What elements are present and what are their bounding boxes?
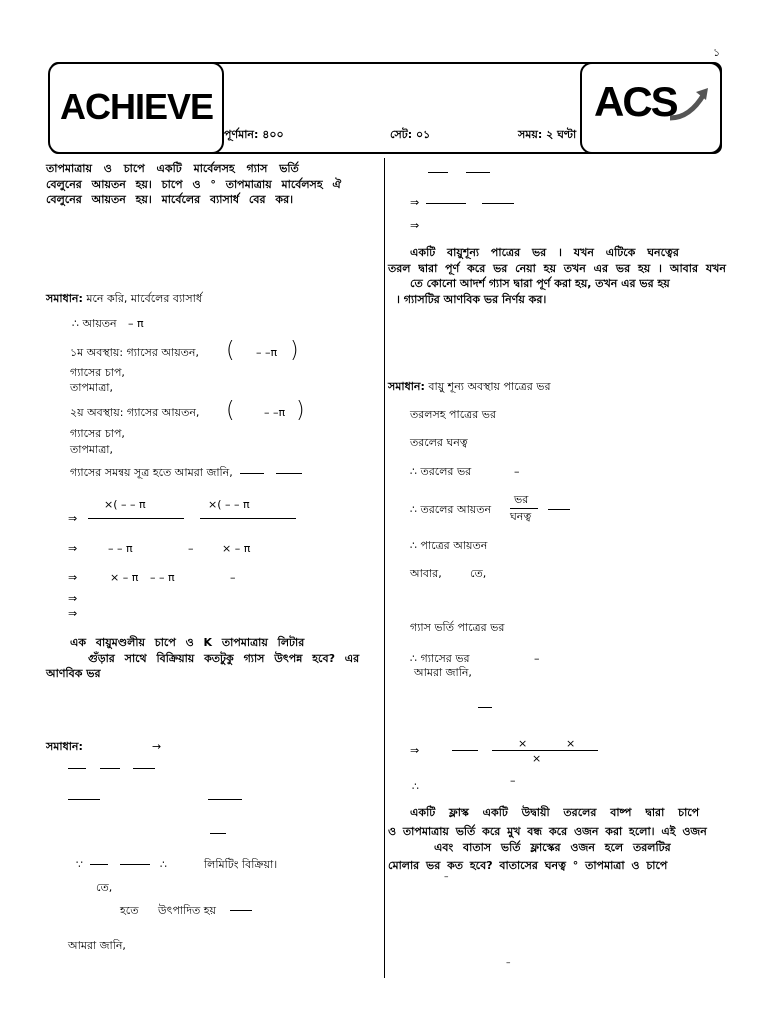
minus-sign: – xyxy=(444,872,449,882)
times-sign: × xyxy=(566,737,576,750)
implies-arrow: ⇒ xyxy=(410,219,420,232)
state-1-label: ১ম অবস্থায়: গ্যাসের আয়তন, xyxy=(70,346,199,359)
q3-line3: তে কোনো আদর্শ গ্যাস দ্বারা পূর্ণ করা হয়, তখন এর ভর হয় xyxy=(410,277,670,290)
volume-label: ∴ আয়তন xyxy=(72,317,117,330)
frac-bar xyxy=(492,750,598,751)
liquid-density: তরলের ঘনত্ব xyxy=(410,436,468,449)
gas-mass: ∴ গ্যাসের ভর xyxy=(410,652,470,665)
therefore-symbol: ∴ xyxy=(160,858,167,871)
produced-from-text: হতে xyxy=(120,904,139,917)
solution-3-label: সমাধান: xyxy=(388,380,425,393)
implies-arrow: ⇒ xyxy=(68,542,78,555)
q4-line2: ও তাপমাত্রায় ভর্তি করে মুখ বন্ধ করে ওজন করা হলো। এই ওজন xyxy=(388,825,707,838)
minus-sign: – xyxy=(514,465,520,478)
again-text: আবার, xyxy=(410,567,442,580)
paren-open-1: ( xyxy=(226,338,235,363)
eq3-c: – xyxy=(230,571,236,584)
solution-2-label: সমাধান: xyxy=(46,740,83,753)
frac-bar xyxy=(200,518,296,519)
times-sign: × xyxy=(532,752,542,765)
arrow-up-icon xyxy=(666,84,710,124)
frac-bar xyxy=(88,518,184,519)
liquid-container-mass: তরলসহ পাত্রের ভর xyxy=(410,408,496,421)
q3-line4: । গ্যাসটির আণবিক ভর নির্ণয় কর। xyxy=(396,293,547,306)
implies-arrow: ⇒ xyxy=(68,512,78,525)
eq3-b: – – π xyxy=(150,571,175,584)
frac-bar xyxy=(452,750,478,751)
state-2-expr: – –π xyxy=(264,406,286,419)
paren-open-2: ( xyxy=(226,398,235,423)
frac-bar xyxy=(240,473,264,474)
reaction-arrow: → xyxy=(152,740,162,753)
eq3-a: × – π xyxy=(110,571,139,584)
frac-bar xyxy=(510,508,538,509)
eq1-numerator-a: ×( – – π xyxy=(104,498,146,511)
q1-line3: বেলুনের আয়তন হয়। মার্বেলের ব্যাসার্ধ বের কর। xyxy=(46,193,294,206)
blank-line xyxy=(90,864,108,865)
blank-line xyxy=(120,864,150,865)
gas-container-mass: গ্যাস ভর্তি পাত্রের ভর xyxy=(410,621,505,634)
achieve-logo xyxy=(48,62,224,154)
implies-arrow: ⇒ xyxy=(68,592,78,605)
blank-line xyxy=(548,509,570,510)
frac-bar xyxy=(482,203,514,204)
q2-line3: আণবিক ভর xyxy=(46,667,101,680)
q2-line1: এক বায়ুমণ্ডলীয় চাপে ও K তাপমাত্রায় লিটার xyxy=(70,636,305,649)
frac-bar xyxy=(428,172,448,173)
gas-pressure-1: গ্যাসের চাপ, xyxy=(70,366,125,379)
time-limit: সময়: ২ ঘণ্টা xyxy=(518,128,577,141)
frac-bar xyxy=(276,473,302,474)
state-2-label: ২য় অবস্থায়: গ্যাসের আয়তন, xyxy=(70,406,200,419)
q3-line1: একটি বায়ুশূন্য পাত্রের ভর । যখন এটিকে ঘনত্বের xyxy=(410,246,679,259)
q4-line4: মোলার ভর কত হবে? বাতাসের ঘনত্ব ° তাপমাত্রা ও চাপে xyxy=(388,859,668,872)
solution-1-text: মনে করি, মার্বেলের ব্যাসার্ধ xyxy=(86,292,202,305)
frac-bar xyxy=(426,203,466,204)
column-divider xyxy=(384,158,385,978)
q1-line2: বেলুনের আয়তন হয়। চাপে ও ° তাপমাত্রায় মার্বেলসহ ঐ xyxy=(46,178,342,191)
implies-arrow: ⇒ xyxy=(68,607,78,620)
liquid-volume: ∴ তরলের আয়তন xyxy=(410,503,492,516)
acs-logo-text: ACS xyxy=(594,78,677,125)
set-number: সেট: ০১ xyxy=(390,128,431,141)
paren-close-2: ) xyxy=(296,398,305,423)
blank-line xyxy=(68,799,100,800)
implies-arrow: ⇒ xyxy=(410,196,420,209)
q3-line2: তরল দ্বারা পূর্ণ করে ভর নেয়া হয় তখন এর ভর হয় । আবার যখন xyxy=(388,262,726,275)
blank-line xyxy=(68,768,86,769)
minus-sign: – xyxy=(510,774,516,787)
eq1-numerator-b: ×( – – π xyxy=(208,498,250,511)
q4-line3: এবং বাতাস ভর্তি ফ্লাস্কের ওজন হলে তরলটির xyxy=(434,841,671,854)
eq2-b: – xyxy=(188,542,194,555)
frac-bar xyxy=(478,707,492,708)
achieve-logo-text: ACHIEVE xyxy=(60,86,214,127)
minus-sign: – xyxy=(506,958,511,968)
eq2-a: – – π xyxy=(108,542,133,555)
fraction-numerator: ভর xyxy=(514,493,529,506)
so-text: তে, xyxy=(470,567,487,580)
we-know-text: আমরা জানি, xyxy=(414,666,472,679)
q4-line1: একটি ফ্লাস্ক একটি উদ্বায়ী তরলের বাষ্প দ্বারা চাপে xyxy=(410,806,700,819)
frac-bar xyxy=(466,172,490,173)
blank-line xyxy=(230,910,252,911)
container-volume: ∴ পাত্রের আয়তন xyxy=(410,539,488,552)
pi-expr: – π xyxy=(128,317,144,330)
minus-sign: – xyxy=(534,652,540,665)
q1-line1: তাপমাত্রায় ও চাপে একটি মার্বেলসহ গ্যাস ভর্তি xyxy=(46,162,299,175)
so-text: তে, xyxy=(96,881,113,894)
liquid-mass: ∴ তরলের ভর xyxy=(410,465,472,478)
combined-law-text: গ্যাসের সমন্বয় সূত্র হতে আমরা জানি, xyxy=(70,466,233,479)
times-sign: × xyxy=(518,737,528,750)
solution-1-label: সমাধান: xyxy=(46,292,83,305)
therefore-symbol: ∴ xyxy=(412,780,419,793)
page-number: ১ xyxy=(713,46,721,59)
blank-line xyxy=(133,768,155,769)
gas-pressure-2: গ্যাসের চাপ, xyxy=(70,427,125,440)
blank-line xyxy=(208,799,242,800)
implies-arrow: ⇒ xyxy=(68,571,78,584)
because-symbol: ∵ xyxy=(76,858,83,871)
we-know-text: আমরা জানি, xyxy=(68,939,126,952)
limiting-reactant-text: লিমিটিং বিক্রিয়া। xyxy=(204,858,278,871)
state-1-expr: – –π xyxy=(256,346,278,359)
blank-line xyxy=(100,768,120,769)
acs-logo xyxy=(580,62,722,154)
q2-line2: গুঁড়ার সাথে বিক্রিয়ায় কতটুকু গ্যাস উৎপন্ন হবে? এর xyxy=(88,652,360,665)
produced-text: উৎপাদিত হয় xyxy=(158,904,217,917)
blank-line xyxy=(210,833,226,834)
temperature-2: তাপমাত্রা, xyxy=(70,443,113,456)
full-marks: পূর্ণমান: ৪০০ xyxy=(224,128,284,141)
implies-arrow: ⇒ xyxy=(410,744,420,757)
paren-close-1: ) xyxy=(290,338,299,363)
solution-3-text: বায়ু শূন্য অবস্থায় পাত্রের ভর xyxy=(428,380,551,393)
eq2-c: × – π xyxy=(222,542,251,555)
temperature-1: তাপমাত্রা, xyxy=(70,381,113,394)
fraction-denominator: ঘনত্ব xyxy=(510,510,532,523)
